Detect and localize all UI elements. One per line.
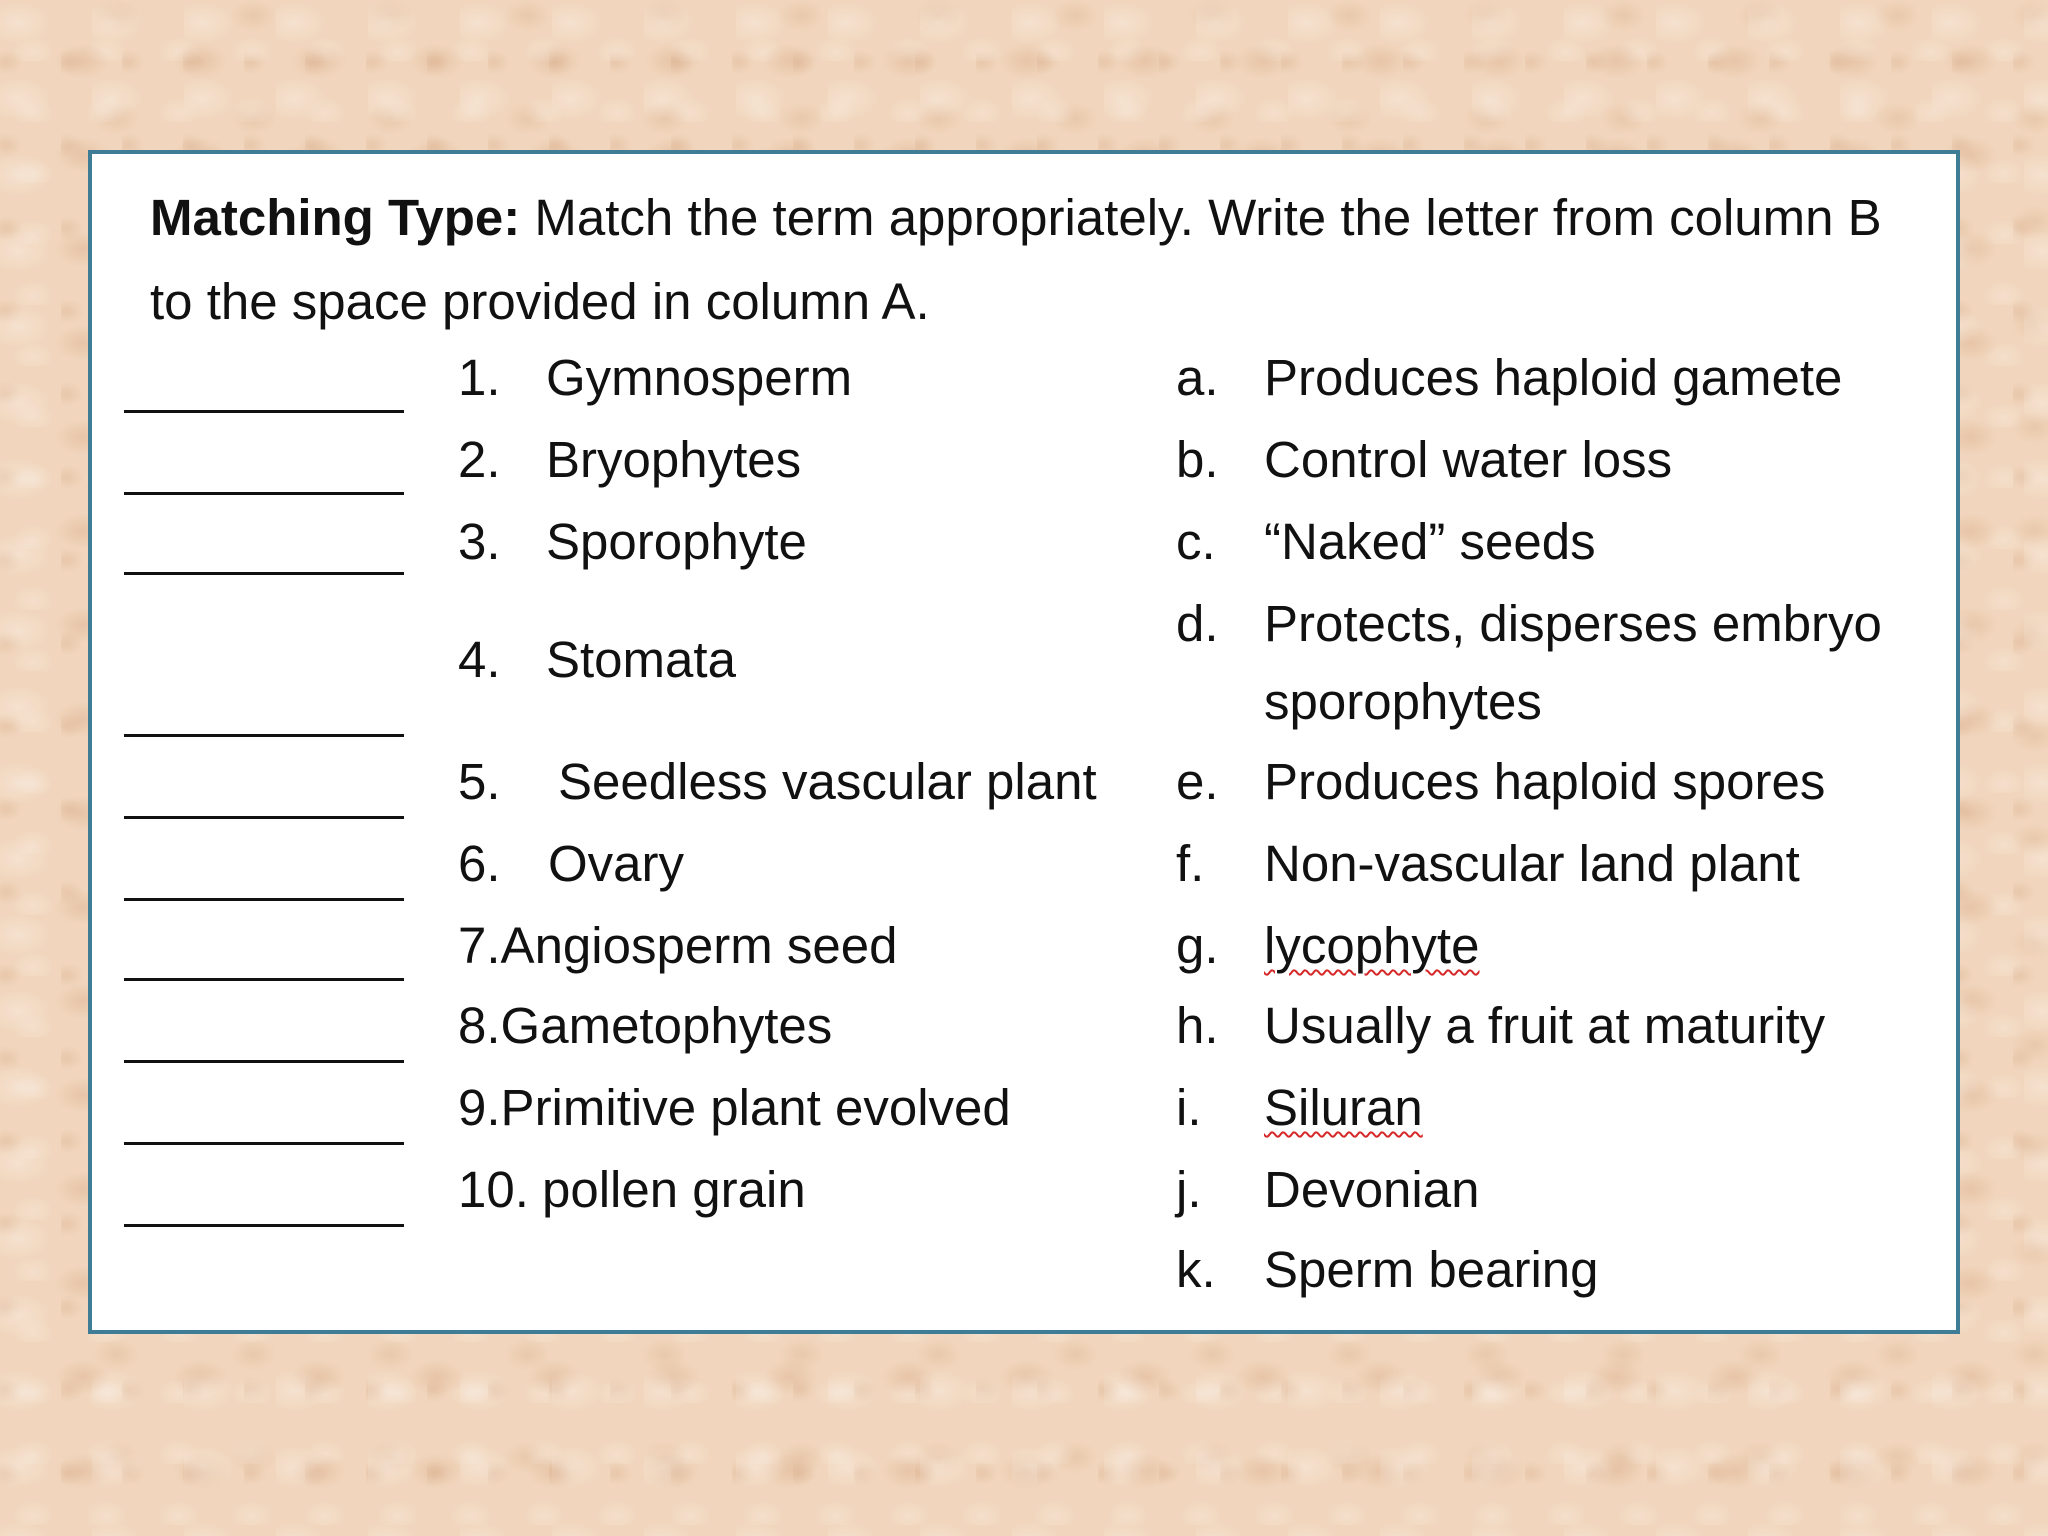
- column-a-item-10: [458, 1160, 806, 1220]
- term: Gymnosperm: [546, 349, 853, 406]
- description: Sperm bearing: [1264, 1241, 1599, 1298]
- instructions: [150, 176, 1930, 344]
- item-number: 4.: [458, 631, 501, 688]
- term: Seedless vascular plant: [558, 753, 1097, 810]
- item-number: 2.: [458, 431, 501, 488]
- item-number: 8.: [458, 997, 501, 1054]
- item-letter: k.: [1176, 1241, 1216, 1298]
- term: Angiosperm seed: [500, 917, 898, 974]
- item-number: 6.: [458, 835, 501, 892]
- answer-blank-8[interactable]: [124, 1060, 404, 1063]
- item-letter: a.: [1176, 349, 1219, 406]
- item-letter: f.: [1176, 835, 1205, 892]
- column-b-item-h: [1176, 996, 1876, 1056]
- column-b-item-a: [1176, 348, 1876, 408]
- description: Control water loss: [1264, 431, 1673, 488]
- description: Protects, disperses embryo: [1264, 595, 1882, 652]
- description: Usually a fruit at maturity: [1264, 997, 1826, 1054]
- column-b-item-d: [1176, 594, 1882, 734]
- instructions-text: Match the term appropriately. Write the letter from column B to the space provided in column A.: [150, 189, 1882, 330]
- column-a-item-4: [458, 630, 736, 690]
- item-letter: i.: [1176, 1079, 1202, 1136]
- description: Produces haploid gamete: [1264, 349, 1843, 406]
- item-letter: h.: [1176, 997, 1219, 1054]
- answer-blank-1[interactable]: [124, 410, 404, 413]
- column-a-item-9: [458, 1078, 1011, 1138]
- description: “Naked” seeds: [1264, 513, 1596, 570]
- column-a-item-8: [458, 996, 832, 1056]
- answer-blank-9[interactable]: [124, 1142, 404, 1145]
- item-number: 9.: [458, 1079, 501, 1136]
- item-letter: e.: [1176, 753, 1219, 810]
- item-letter: d.: [1176, 595, 1219, 652]
- term: Stomata: [546, 631, 736, 688]
- term: Primitive plant evolved: [500, 1079, 1011, 1136]
- term: pollen grain: [542, 1161, 806, 1218]
- description: Non-vascular land plant: [1264, 835, 1800, 892]
- column-a-item-7: [458, 916, 897, 976]
- answer-blank-6[interactable]: [124, 898, 404, 901]
- term: Gametophytes: [500, 997, 833, 1054]
- item-letter: b.: [1176, 431, 1219, 488]
- column-b-item-k: [1176, 1240, 1876, 1300]
- answer-blank-7[interactable]: [124, 978, 404, 981]
- instructions-heading: Matching Type:: [150, 189, 521, 246]
- column-b-item-j: [1176, 1160, 1876, 1220]
- column-a-item-2: [458, 430, 801, 490]
- description: Produces haploid spores: [1264, 753, 1826, 810]
- item-number: 7.: [458, 917, 501, 974]
- item-number: 3.: [458, 513, 501, 570]
- description: Siluran: [1264, 1079, 1423, 1136]
- column-b-item-c: [1176, 512, 1876, 572]
- answer-blank-10[interactable]: [124, 1224, 404, 1227]
- item-letter: c.: [1176, 513, 1216, 570]
- answer-blank-5[interactable]: [124, 816, 404, 819]
- description: Devonian: [1264, 1161, 1480, 1218]
- column-a-item-3: [458, 512, 807, 572]
- description: lycophyte: [1264, 917, 1480, 974]
- column-a-item-1: [458, 348, 852, 408]
- column-a-item-5: [458, 752, 1097, 812]
- column-b-item-f: [1176, 834, 1876, 894]
- column-b-item-e: [1176, 752, 1876, 812]
- answer-blank-3[interactable]: [124, 572, 404, 575]
- answer-blank-4[interactable]: [124, 734, 404, 737]
- term: Ovary: [548, 835, 685, 892]
- term: Sporophyte: [546, 513, 807, 570]
- column-b-item-b: [1176, 430, 1876, 490]
- item-number: 1.: [458, 349, 501, 406]
- column-a-item-6: [458, 834, 684, 894]
- item-number: 10.: [458, 1161, 529, 1218]
- item-letter: j.: [1176, 1161, 1202, 1218]
- column-b-item-g: [1176, 916, 1876, 976]
- worksheet-card: [88, 150, 1960, 1334]
- item-number: 5.: [458, 753, 501, 810]
- item-letter: g.: [1176, 917, 1219, 974]
- description-line-2: sporophytes: [1264, 673, 1542, 730]
- column-b-item-i: [1176, 1078, 1876, 1138]
- term: Bryophytes: [546, 431, 802, 488]
- answer-blank-2[interactable]: [124, 492, 404, 495]
